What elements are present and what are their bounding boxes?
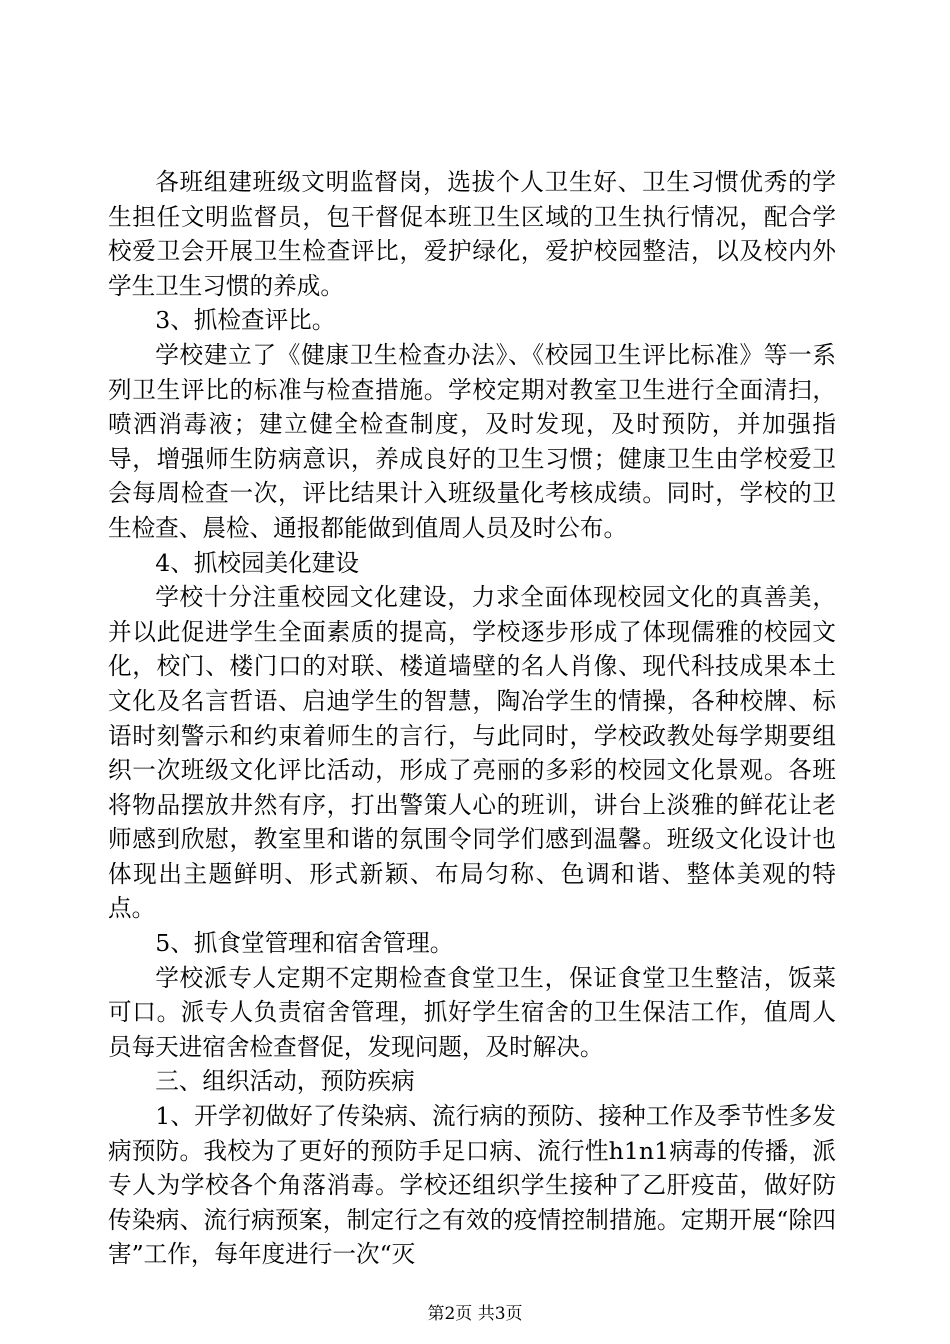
heading-campus-beautification: 4、抓校园美化建设: [155, 548, 359, 577]
paragraph-canteen-dorm: 学校派专人定期不定期检查食堂卫生，保证食堂卫生整洁，饭菜可口。派专人负责宿舍管理，抓好学生宿舍的卫生保洁工作，值周人员每天进宿舍检查督促，发现问题，及时解决。: [108, 963, 836, 1061]
heading-disease-prevention: 三、组织活动，预防疾病: [155, 1067, 415, 1096]
document-body: [108, 165, 836, 1272]
page-number-footer: 第2页 共3页: [427, 1304, 523, 1324]
paragraph-inspection: 学校建立了《健康卫生检查办法》、《校园卫生评比标准》等一系列卫生评比的标准与检查措施。学校定期对教室卫生进行全面清扫，喷洒消毒液；建立健全检查制度，及时发现，及时预防，并加强指导，增强师生防病意识，养成良好的卫生习惯；健康卫生由学校爱卫会每周检查一次，评比结果计入班级量化考核成绩。同时，学校的卫生检查、晨检、通报都能做到值周人员及时公布。: [108, 340, 836, 542]
heading-inspection: 3、抓检查评比。: [155, 306, 336, 335]
paragraph-disease-prevention: 1、开学初做好了传染病、流行病的预防、接种工作及季节性多发病预防。我校为了更好的预防手足口病、流行性h1n1病毒的传播，派专人为学校各个角落消毒。学校还组织学生接种了乙肝疫苗，做好防传染病、流行病预案，制定行之有效的疫情控制措施。定期开展“除四害”工作，每年度进行一次“灭: [108, 1102, 836, 1269]
paragraph-supervision: 各班组建班级文明监督岗，选拔个人卫生好、卫生习惯优秀的学生担任文明监督员，包干督促本班卫生区域的卫生执行情况，配合学校爱卫会开展卫生检查评比，爱护绿化，爱护校园整洁，以及校内外学生卫生习惯的养成。: [108, 168, 836, 300]
heading-canteen-dorm: 5、抓食堂管理和宿舍管理。: [155, 929, 454, 958]
paragraph-campus-culture: 学校十分注重校园文化建设，力求全面体现校园文化的真善美，并以此促进学生全面素质的提高，学校逐步形成了体现儒雅的校园文化，校门、楼门口的对联、楼道墙壁的名人肖像、现代科技成果本土文化及名言哲语、启迪学生的智慧，陶冶学生的情操，各种校牌、标语时刻警示和约束着师生的言行，与此同时，学校政教处每学期要组织一次班级文化评比活动，形成了亮丽的多彩的校园文化景观。各班将物品摆放井然有序，打出警策人心的班训，讲台上淡雅的鲜花让老师感到欣慰，教室里和谐的氛围令同学们感到温馨。班级文化设计也体现出主题鲜明、形式新颖、布局匀称、色调和谐、整体美观的特点。: [108, 583, 836, 923]
